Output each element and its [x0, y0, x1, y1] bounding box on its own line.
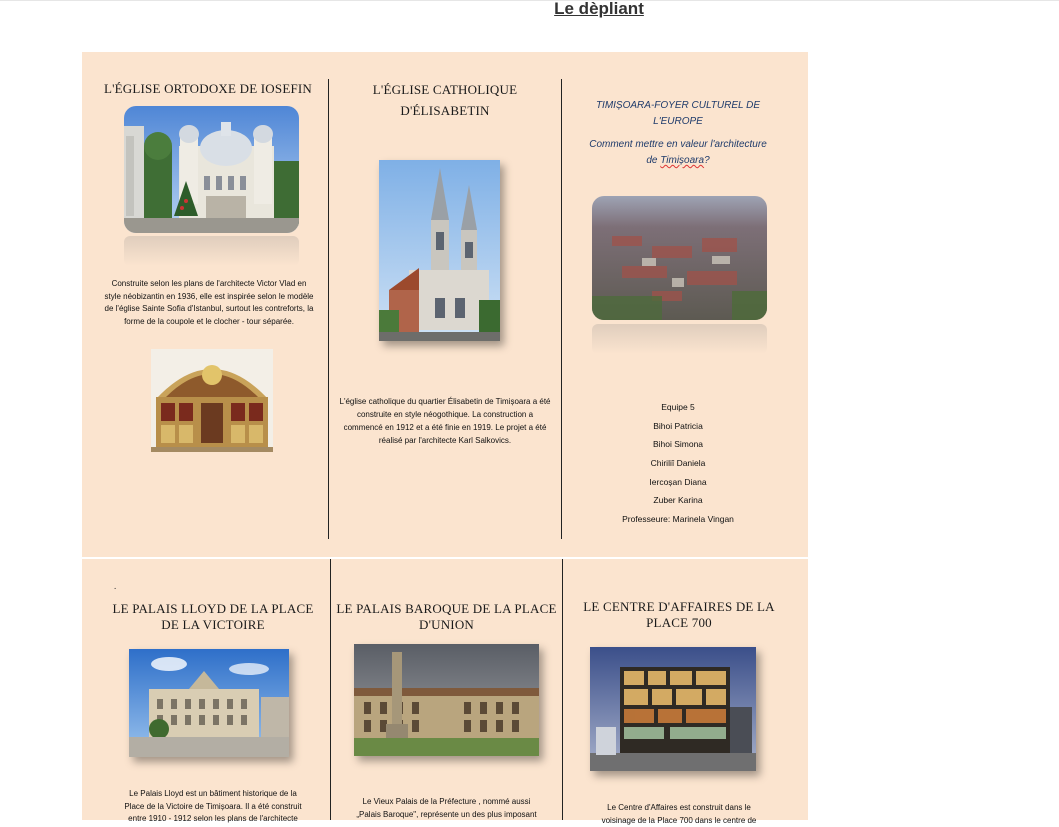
- brochure-sheet-front: [82, 52, 808, 557]
- cover-subtitle-line: [562, 153, 794, 169]
- subtitle-text: ?: [704, 155, 710, 166]
- team-line: Iercoșan Diana: [562, 473, 794, 492]
- business-center-photo: [590, 647, 756, 771]
- team-list: [562, 398, 794, 529]
- panel-iosefin-church: [82, 52, 328, 557]
- subtitle-text: de: [646, 155, 660, 166]
- team-line: Zuber Karina: [562, 491, 794, 510]
- panel-lloyd-palace: [82, 559, 330, 820]
- team-line: Bihoi Simona: [562, 435, 794, 454]
- brochure-sheet-back: [82, 559, 808, 820]
- panel-heading: [329, 79, 561, 121]
- cover-title-line: L'EUROPE: [562, 114, 794, 130]
- iosefin-church-photo: [124, 106, 299, 233]
- iconostasis-photo: [151, 349, 273, 452]
- timisoara-aerial-photo: [592, 196, 767, 320]
- team-line: Bihoi Patricia: [562, 417, 794, 436]
- panel-heading: [563, 599, 795, 631]
- photo-reflection: [124, 236, 299, 266]
- heading-line: LE CENTRE D'AFFAIRES DE LA: [563, 599, 795, 615]
- panel-heading: L'ÉGLISE ORTODOXE DE IOSEFIN: [102, 81, 314, 97]
- panel-heading: [96, 601, 330, 633]
- cover-subtitle: [562, 137, 794, 169]
- elisabetin-church-photo: [379, 160, 500, 341]
- panel-caption: Construite selon les plans de l'architecte Victor Vlad en style néobizantin en 1936, elle est inspirée selon le modèle de l'église Sainte Sofia d'Istanbul, surtout les contreforts, la forme de la coupole et le clocher - tour séparée.: [104, 278, 314, 328]
- baroque-palace-photo: [354, 644, 539, 756]
- stray-mark: .: [114, 581, 116, 591]
- panel-heading: [331, 601, 562, 633]
- subtitle-city: Timișoara: [660, 155, 704, 166]
- heading-line: PLACE 700: [563, 615, 795, 631]
- panel-caption: [331, 796, 562, 821]
- panel-elisabetin-church: [329, 52, 561, 557]
- panel-cover: [562, 52, 808, 557]
- caption-line: voisinage de la Place 700 dans le centre de: [563, 815, 795, 827]
- caption-line: „Palais Baroque", représente un des plus imposant: [331, 809, 562, 822]
- cover-title: [562, 98, 794, 130]
- panel-caption: L'église catholique du quartier Élisabetin de Timișoara a été construite en style néogothique. La construction a commencé en 1912 et a été finie en 1919. Le projet a été réalisé par l'architecte Karl Salkovics.: [339, 395, 551, 447]
- heading-line: D'UNION: [331, 617, 562, 633]
- lloyd-palace-photo: [129, 649, 289, 757]
- team-line: Professeure: Marinela Vingan: [562, 510, 794, 529]
- heading-line: LE PALAIS LLOYD DE LA PLACE: [96, 601, 330, 617]
- caption-line: Le Centre d'Affaires est construit dans le: [563, 802, 795, 815]
- heading-line: LE PALAIS BAROQUE DE LA PLACE: [331, 601, 562, 617]
- team-line: Chiriliî Daniela: [562, 454, 794, 473]
- cover-subtitle-line: Comment mettre en valeur l'architecture: [562, 137, 794, 153]
- team-line: Equipe 5: [562, 398, 794, 417]
- panel-baroque-palace: [331, 559, 562, 820]
- cover-title-line: TIMIȘOARA-FOYER CULTUREL DE: [562, 98, 794, 114]
- heading-line: L'ÉGLISE CATHOLIQUE: [329, 79, 561, 100]
- caption-line: entre 1910 - 1912 selon les plans de l'architecte: [96, 813, 330, 826]
- heading-line: D'ÉLISABETIN: [329, 100, 561, 121]
- panel-caption: [563, 802, 795, 827]
- heading-line: DE LA VICTOIRE: [96, 617, 330, 633]
- photo-reflection: [592, 324, 767, 354]
- caption-line: Le Palais Lloyd est un bâtiment historique de la: [96, 788, 330, 801]
- caption-line: Le Vieux Palais de la Préfecture , nommé aussi: [331, 796, 562, 809]
- panel-business-center: [563, 559, 808, 820]
- caption-line: Place de la Victoire de Timișoara. Il a été construit: [96, 801, 330, 814]
- page-title: Le dèpliant: [0, 0, 1059, 17]
